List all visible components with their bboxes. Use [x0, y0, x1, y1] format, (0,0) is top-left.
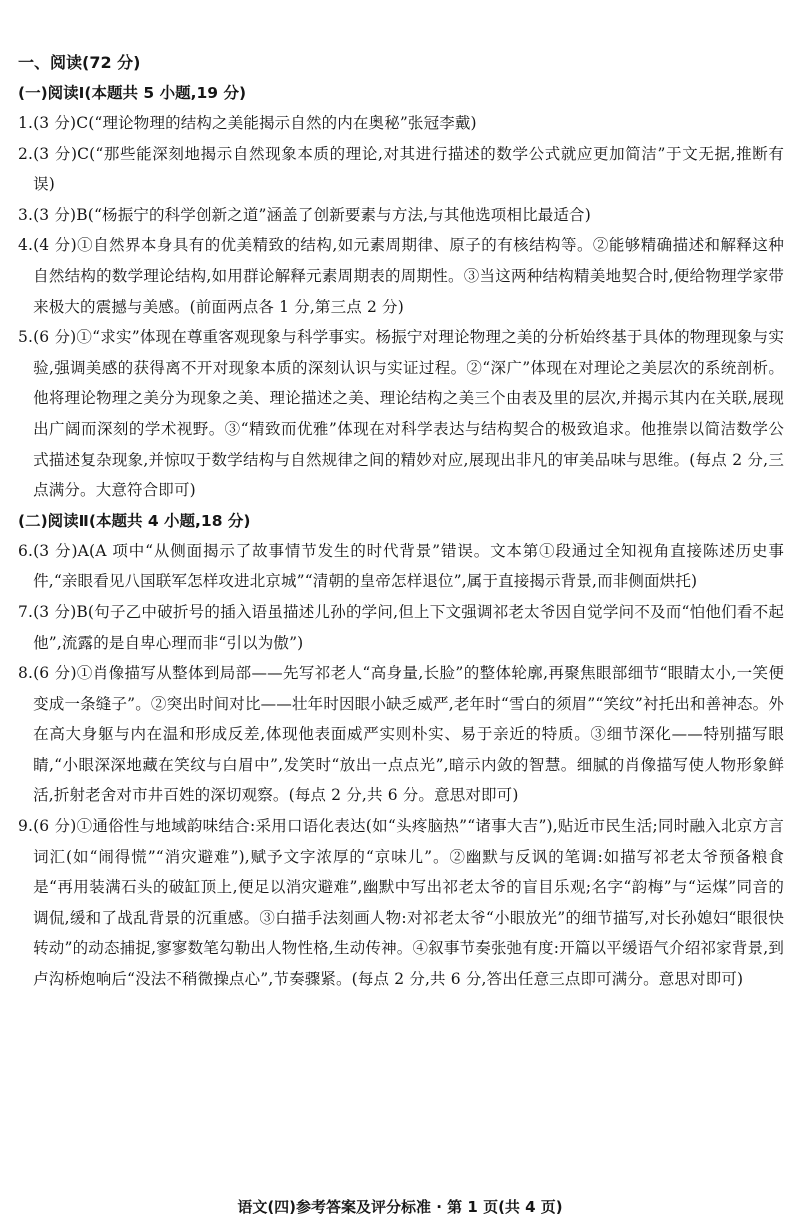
answer-item-2: [18, 139, 784, 200]
answer-number: 1.: [18, 114, 34, 132]
answer-number: 3.: [18, 205, 34, 224]
answer-number: 7.: [18, 602, 34, 621]
answer-text: (6 分)①“求实”体现在尊重客观现象与科学事实。杨振宁对理论物理之美的分析始终基于具体的物理现象与实验,强调美感的获得离不开对现象本质的深刻认识与实证过程。②“深广”体现在对理论之美层次的系统剖析。他将理论物理之美分为现象之美、理论描述之美、理论结构之美三个由表及里的层次,并揭示其内在关联,展现出广阔而深刻的学术视野。③“精致而优雅”体现在对科学表达与结构契合的极致追求。他推崇以简洁数学公式描述复杂现象,并惊叹于数学结构与自然规律之间的精妙对应,展现出非凡的审美品味与思维。(每点 2 分,三点满分。大意符合即可): [33, 328, 784, 500]
answer-text: (3 分)C(“理论物理的结构之美能揭示自然的内在奥秘”张冠李戴): [33, 114, 477, 132]
answer-text: (3 分)C(“那些能深刻地揭示自然现象本质的理论,对其进行描述的数学公式就应更加简洁”于文无据,推断有误): [33, 144, 784, 194]
answer-item-4: [18, 230, 784, 322]
answer-item-3: [18, 200, 784, 231]
answer-item-7: [18, 597, 784, 658]
answer-number: 5.: [18, 328, 34, 347]
answer-text: (3 分)A(A 项中“从侧面揭示了故事情节发生的时代背景”错误。文本第①段通过全知视角直接陈述历史事件,“亲眼看见八国联军怎样攻进北京城”“清朝的皇帝怎样退位”,属于直接揭示背景,而非侧面烘托): [33, 541, 784, 591]
answer-item-9: [18, 811, 784, 995]
part2-title: (二)阅读Ⅱ(本题共 4 小题,18 分): [18, 511, 251, 530]
answer-item-1: [18, 108, 784, 139]
part1-title: (一)阅读Ⅰ(本题共 5 小题,19 分): [18, 84, 247, 102]
answer-text: (3 分)B(“杨振宁的科学创新之道”涵盖了创新要素与方法,与其他选项相比最适合): [33, 205, 591, 224]
answer-number: 9.: [18, 817, 34, 836]
answer-text: (4 分)①自然界本身具有的优美精致的结构,如元素周期律、原子的有核结构等。②能够精确描述和解释这种自然结构的数学理论结构,如用群论解释元素周期表的周期性。③当这两种结构精美地契合时,便给物理学家带来极大的震撼与美感。(前面两点各 1 分,第三点 2 分): [33, 236, 784, 316]
answer-number: 4.: [18, 236, 34, 255]
section-title: 一、阅读(72 分): [18, 53, 141, 72]
answer-number: 6.: [18, 541, 34, 560]
answer-item-5: [18, 322, 784, 506]
answer-item-8: [18, 658, 784, 811]
answer-number: 8.: [18, 664, 34, 683]
answer-number: 2.: [18, 144, 34, 163]
answer-text: (6 分)①通俗性与地域韵味结合:采用口语化表达(如“头疼脑热”“诸事大吉”),贴近市民生活;同时融入北京方言词汇(如“闹得慌”“消灾避难”),赋予文字浓厚的“京味儿”。②幽默与反讽的笔调:如描写祁老太爷预备粮食是“再用装满石头的破缸顶上,便足以消灾避难”,幽默中写出祁老太爷的盲目乐观;名字“韵梅”与“运煤”同音的调侃,缓和了战乱背景的沉重感。③白描手法刻画人物:对祁老太爷“小眼放光”的细节描写,对长孙媳妇“眼很快转动”的动态捕捉,寥寥数笔勾勒出人物性格,生动传神。④叙事节奏张弛有度:开篇以平缓语气介绍祁家背景,到卢沟桥炮响后“没法不稍微操点心”,节奏骤紧。(每点 2 分,共 6 分,答出任意三点即可满分。意思对即可): [33, 817, 784, 989]
answer-text: (3 分)B(句子乙中破折号的插入语虽描述儿孙的学问,但上下文强调祁老太爷因自觉学问不及而“怕他们看不起他”,流露的是自卑心理而非“引以为傲”): [33, 602, 784, 652]
page-footer: 语文(四)参考答案及评分标准 · 第 1 页(共 4 页): [237, 1198, 563, 1216]
answer-item-6: [18, 536, 784, 597]
answer-text: (6 分)①肖像描写从整体到局部——先写祁老人“高身量,长脸”的整体轮廓,再聚焦眼部细节“眼睛太小,一笑便变成一条缝子”。②突出时间对比——壮年时因眼小缺乏威严,老年时“雪白的须眉”“笑纹”衬托出和善神态。外在高大身躯与内在温和形成反差,体现他表面威严实则朴实、易于亲近的特质。③细节深化——特别描写眼睛,“小眼深深地藏在笑纹与白眉中”,发笑时“放出一点点光”,暗示内敛的智慧。细腻的肖像描写使人物形象鲜活,折射老舍对市井百姓的深切观察。(每点 2 分,共 6 分。意思对即可): [33, 664, 784, 805]
